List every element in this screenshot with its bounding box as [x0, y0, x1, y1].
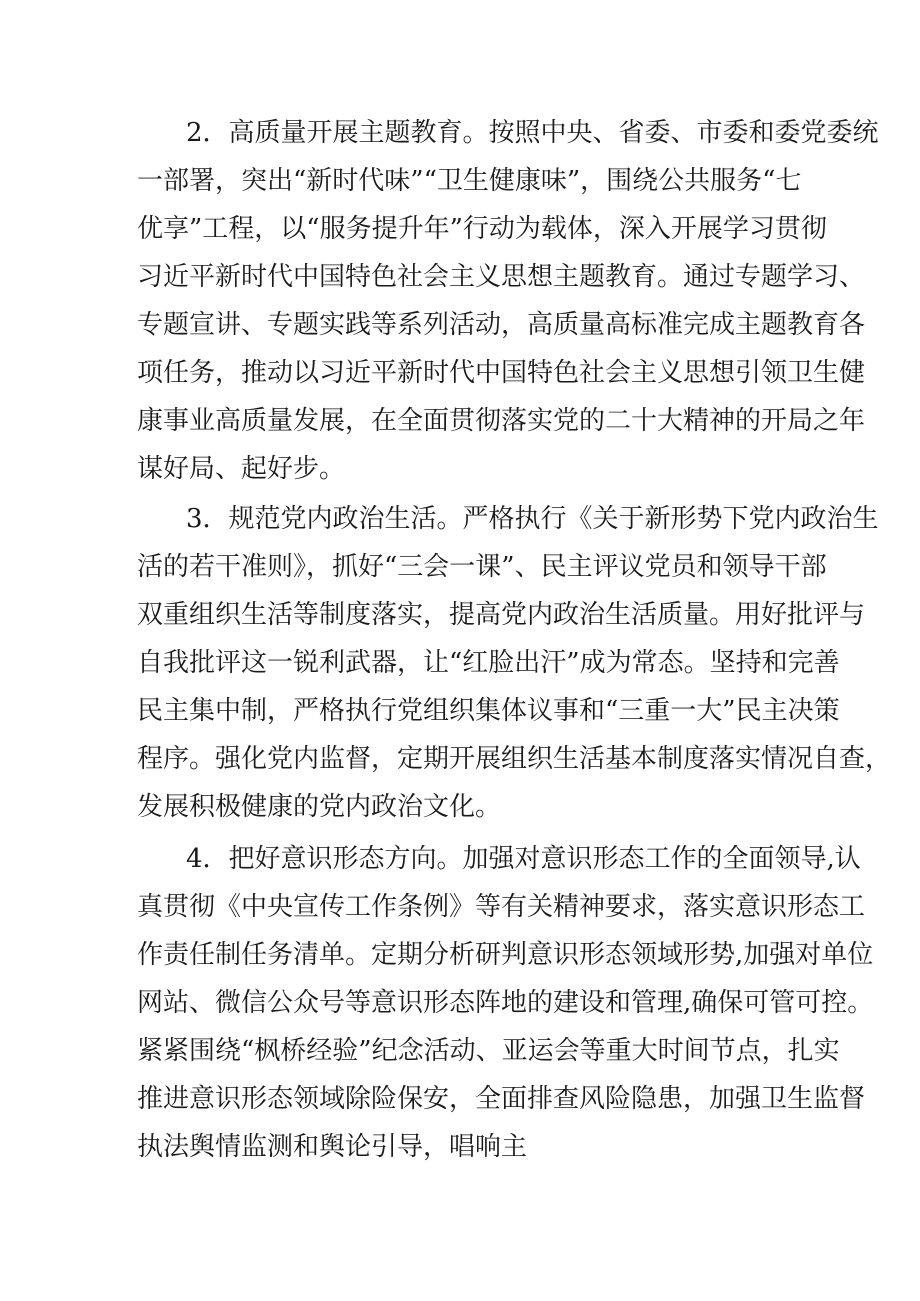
- paragraph-2-line-5: 专题宣讲、专题实践等系列活动，高质量高标准完成主题教育各: [137, 310, 866, 340]
- paragraph-2-line-4: 习近平新时代中国特色社会主义思想主题教育。通过专题学习、: [137, 262, 866, 292]
- paragraph-3-line-2: 活的若干准则》，抓好“三会一课”、民主评议党员和领导干部: [137, 552, 827, 582]
- paragraph-2-line-1: 2．高质量开展主题教育。按照中央、省委、市委和委党委统: [186, 118, 879, 148]
- paragraph-4-line-4: 网站、微信公众号等意识形态阵地的建设和管理,确保可管可控。: [137, 988, 874, 1018]
- paragraph-3-line-1: 3．规范党内政治生活。严格执行《关于新形势下党内政治生: [186, 504, 879, 534]
- paragraph-4-line-5: 紧紧围绕“枫桥经验”纪念活动、亚运会等重大时间节点，扎实: [137, 1036, 840, 1066]
- paragraph-3-line-7: 发展积极健康的党内政治文化。: [137, 792, 502, 822]
- paragraph-2-line-6: 项任务，推动以习近平新时代中国特色社会主义思想引领卫生健: [137, 358, 866, 388]
- paragraph-4-line-7: 执法舆情监测和舆论引导，唱响主: [137, 1132, 528, 1162]
- paragraph-4-line-2: 真贯彻《中央宣传工作条例》等有关精神要求，落实意识形态工: [137, 892, 866, 922]
- paragraph-2-line-8: 谋好局、起好步。: [137, 454, 346, 484]
- paragraph-3-line-4: 自我批评这一锐利武器，让“红脸出汗”成为常态。坚持和完善: [137, 648, 840, 678]
- paragraph-4-line-6: 推进意识形态领域除险保安，全面排查风险隐患，加强卫生监督: [137, 1084, 866, 1114]
- paragraph-3-line-3: 双重组织生活等制度落实，提高党内政治生活质量。用好批评与: [137, 600, 866, 630]
- paragraph-3-line-6: 程序。强化党内监督，定期开展组织生活基本制度落实情况自查，: [137, 744, 892, 774]
- paragraph-2-line-3: 优享”工程，以“服务提升年”行动为载体，深入开展学习贯彻: [137, 214, 827, 244]
- paragraph-4-line-1: 4．把好意识形态方向。加强对意识形态工作的全面领导,认: [186, 844, 861, 874]
- paragraph-3-line-5: 民主集中制，严格执行党组织集体议事和“三重一大”民主决策: [137, 696, 840, 726]
- paragraph-2-line-2: 一部署，突出“新时代味”“卫生健康味”，围绕公共服务“七: [137, 166, 802, 196]
- paragraph-4-line-3: 作责任制任务清单。定期分析研判意识形态领域形势,加强对单位: [137, 940, 874, 970]
- paragraph-2-line-7: 康事业高质量发展，在全面贯彻落实党的二十大精神的开局之年: [137, 406, 866, 436]
